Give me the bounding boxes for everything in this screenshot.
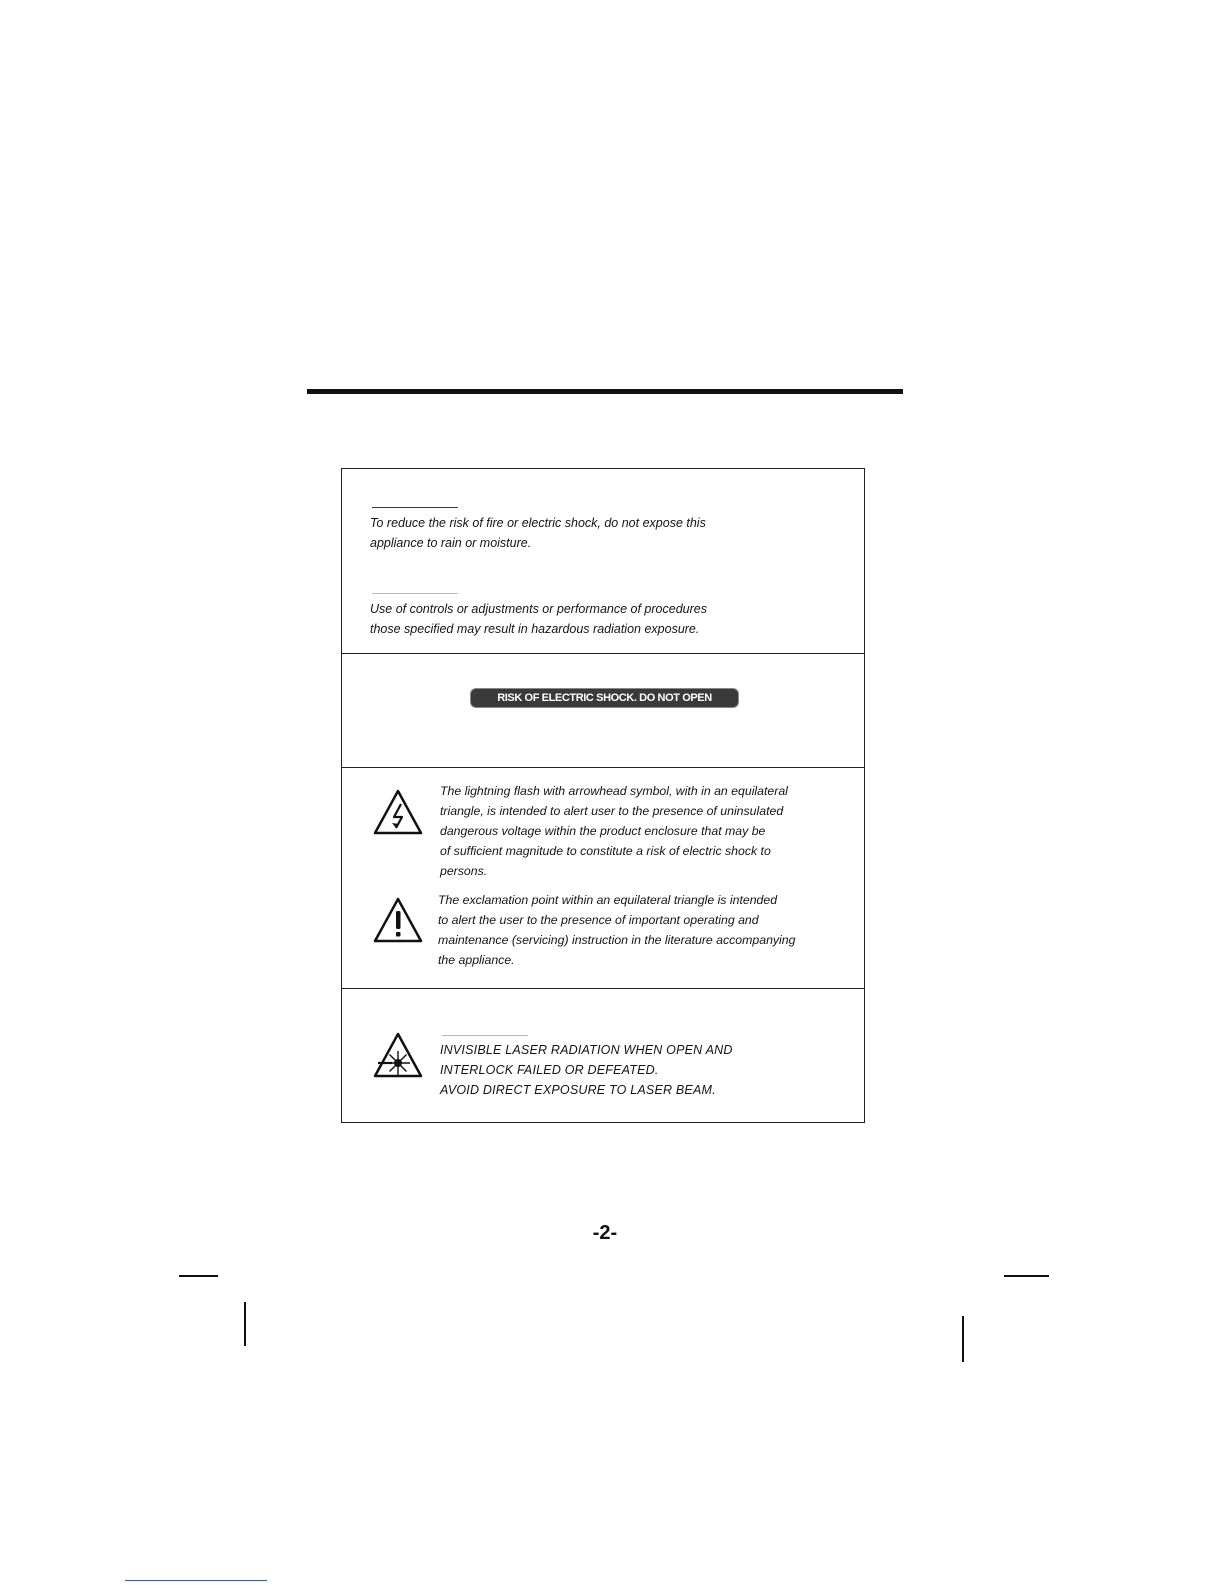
- shock-warning-badge: RISK OF ELECTRIC SHOCK. DO NOT OPEN: [471, 689, 738, 707]
- page-number: -2-: [592, 1222, 618, 1244]
- warning-panel: [341, 468, 865, 1123]
- moisture-warning-section: [342, 469, 864, 654]
- crop-mark-left-horizontal: [179, 1275, 218, 1277]
- symbol-explanation-section: [342, 768, 864, 989]
- crop-mark-left-vertical: [244, 1302, 246, 1346]
- lightning-paragraph: The lightning flash with arrowhead symbol, with in an equilateral triangle, is intended to alert user to the presence of uninsulated dangerous voltage within the product enclosure that may be of sufficient magnitude to constitute a risk of electric shock to persons.: [440, 784, 788, 878]
- shock-label-section: [342, 654, 864, 768]
- crop-mark-right-horizontal: [1004, 1275, 1049, 1277]
- exclamation-paragraph: The exclamation point within an equilateral triangle is intended to alert the user to the presence of important operating and maintenance (servicing) instruction in the literature accompanying the appliance.: [438, 893, 796, 967]
- caution-heading-rule: [372, 593, 458, 594]
- laser-warning-section: [342, 989, 864, 1122]
- crop-mark-right-vertical: [962, 1316, 964, 1362]
- laser-paragraph: INVISIBLE LASER RADIATION WHEN OPEN AND INTERLOCK FAILED OR DEFEATED. AVOID DIRECT EXPOSURE TO LASER BEAM.: [440, 1043, 733, 1097]
- laser-radiation-icon: [372, 1031, 424, 1079]
- lightning-triangle-icon: [372, 788, 424, 836]
- controls-paragraph: Use of controls or adjustments or performance of procedures those specified may result in hazardous radiation exposure.: [370, 602, 707, 636]
- bottom-edge-line: [125, 1580, 267, 1581]
- risk-paragraph: To reduce the risk of fire or electric shock, do not expose this appliance to rain or moisture.: [370, 516, 706, 550]
- laser-heading-rule: [442, 1035, 528, 1036]
- exclamation-triangle-icon: [372, 896, 424, 944]
- header-rule: [307, 389, 903, 394]
- warning-heading-rule: [372, 507, 458, 508]
